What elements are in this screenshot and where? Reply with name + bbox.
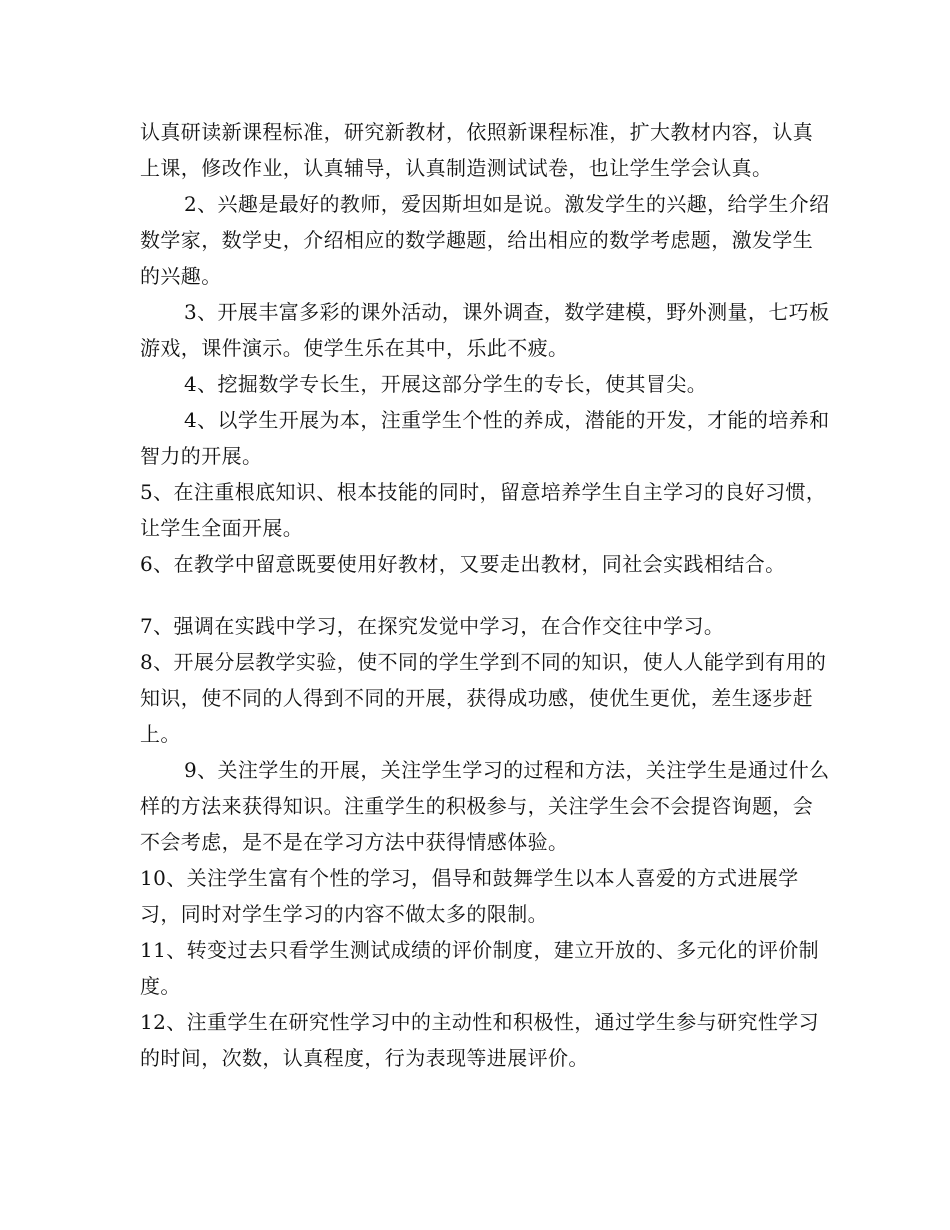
paragraph-item-5: 5、在注重根底知识、根本技能的同时，留意培养学生自主学习的良好习惯，让学生全面开展。 [140, 480, 827, 540]
paragraph-gap [140, 582, 830, 608]
paragraph-item-9: 9、关注学生的开展，关注学生学习的过程和方法，关注学生是通过什么样的方法来获得知识。注重学生的积极参与，关注学生会不会提咨询题，会不会考虑，是不是在学习方法中获得情感体验。 [140, 758, 830, 854]
document-body [140, 114, 830, 1076]
paragraph-item-11: 11、转变过去只看学生测试成绩的评价制度，建立开放的、多元化的评价制度。 [140, 938, 820, 998]
paragraph-item-10: 10、关注学生富有个性的学习，倡导和鼓舞学生以本人喜爱的方式进展学习，同时对学生学习的内容不做太多的限制。 [140, 866, 799, 926]
paragraph-item-12: 12、注重学生在研究性学习中的主动性和积极性，通过学生参与研究性学习的时间，次数，认真程度，行为表现等进展评价。 [140, 1010, 820, 1070]
paragraph-item-6: 6、在教学中留意既要使用好教材，又要走出教材，同社会实践相结合。 [140, 552, 786, 576]
paragraph-item-8: 8、开展分层教学实验，使不同的学生学到不同的知识，使人人能学到有用的知识，使不同的人得到不同的开展，获得成功感，使优生更优，差生逐步赶上。 [140, 650, 827, 746]
paragraph-item-4b: 4、以学生开展为本，注重学生个性的养成，潜能的开发，才能的培养和智力的开展。 [140, 408, 830, 468]
paragraph-intro: 认真研读新课程标准，研究新教材，依照新课程标准，扩大教材内容，认真上课，修改作业，认真辅导，认真制造测试试卷，也让学生学会认真。 [140, 120, 814, 180]
paragraph-item-2: 2、兴趣是最好的教师，爱因斯坦如是说。激发学生的兴趣，给学生介绍数学家，数学史，介绍相应的数学趣题，给出相应的数学考虑题，激发学生的兴趣。 [140, 192, 830, 288]
paragraph-item-3: 3、开展丰富多彩的课外活动，课外调查，数学建模，野外测量，七巧板游戏，课件演示。使学生乐在其中，乐此不疲。 [140, 300, 830, 360]
paragraph-item-7: 7、强调在实践中学习，在探究发觉中学习，在合作交往中学习。 [140, 614, 725, 638]
paragraph-item-4a: 4、挖掘数学专长生，开展这部分学生的专长，使其冒尖。 [184, 372, 708, 396]
